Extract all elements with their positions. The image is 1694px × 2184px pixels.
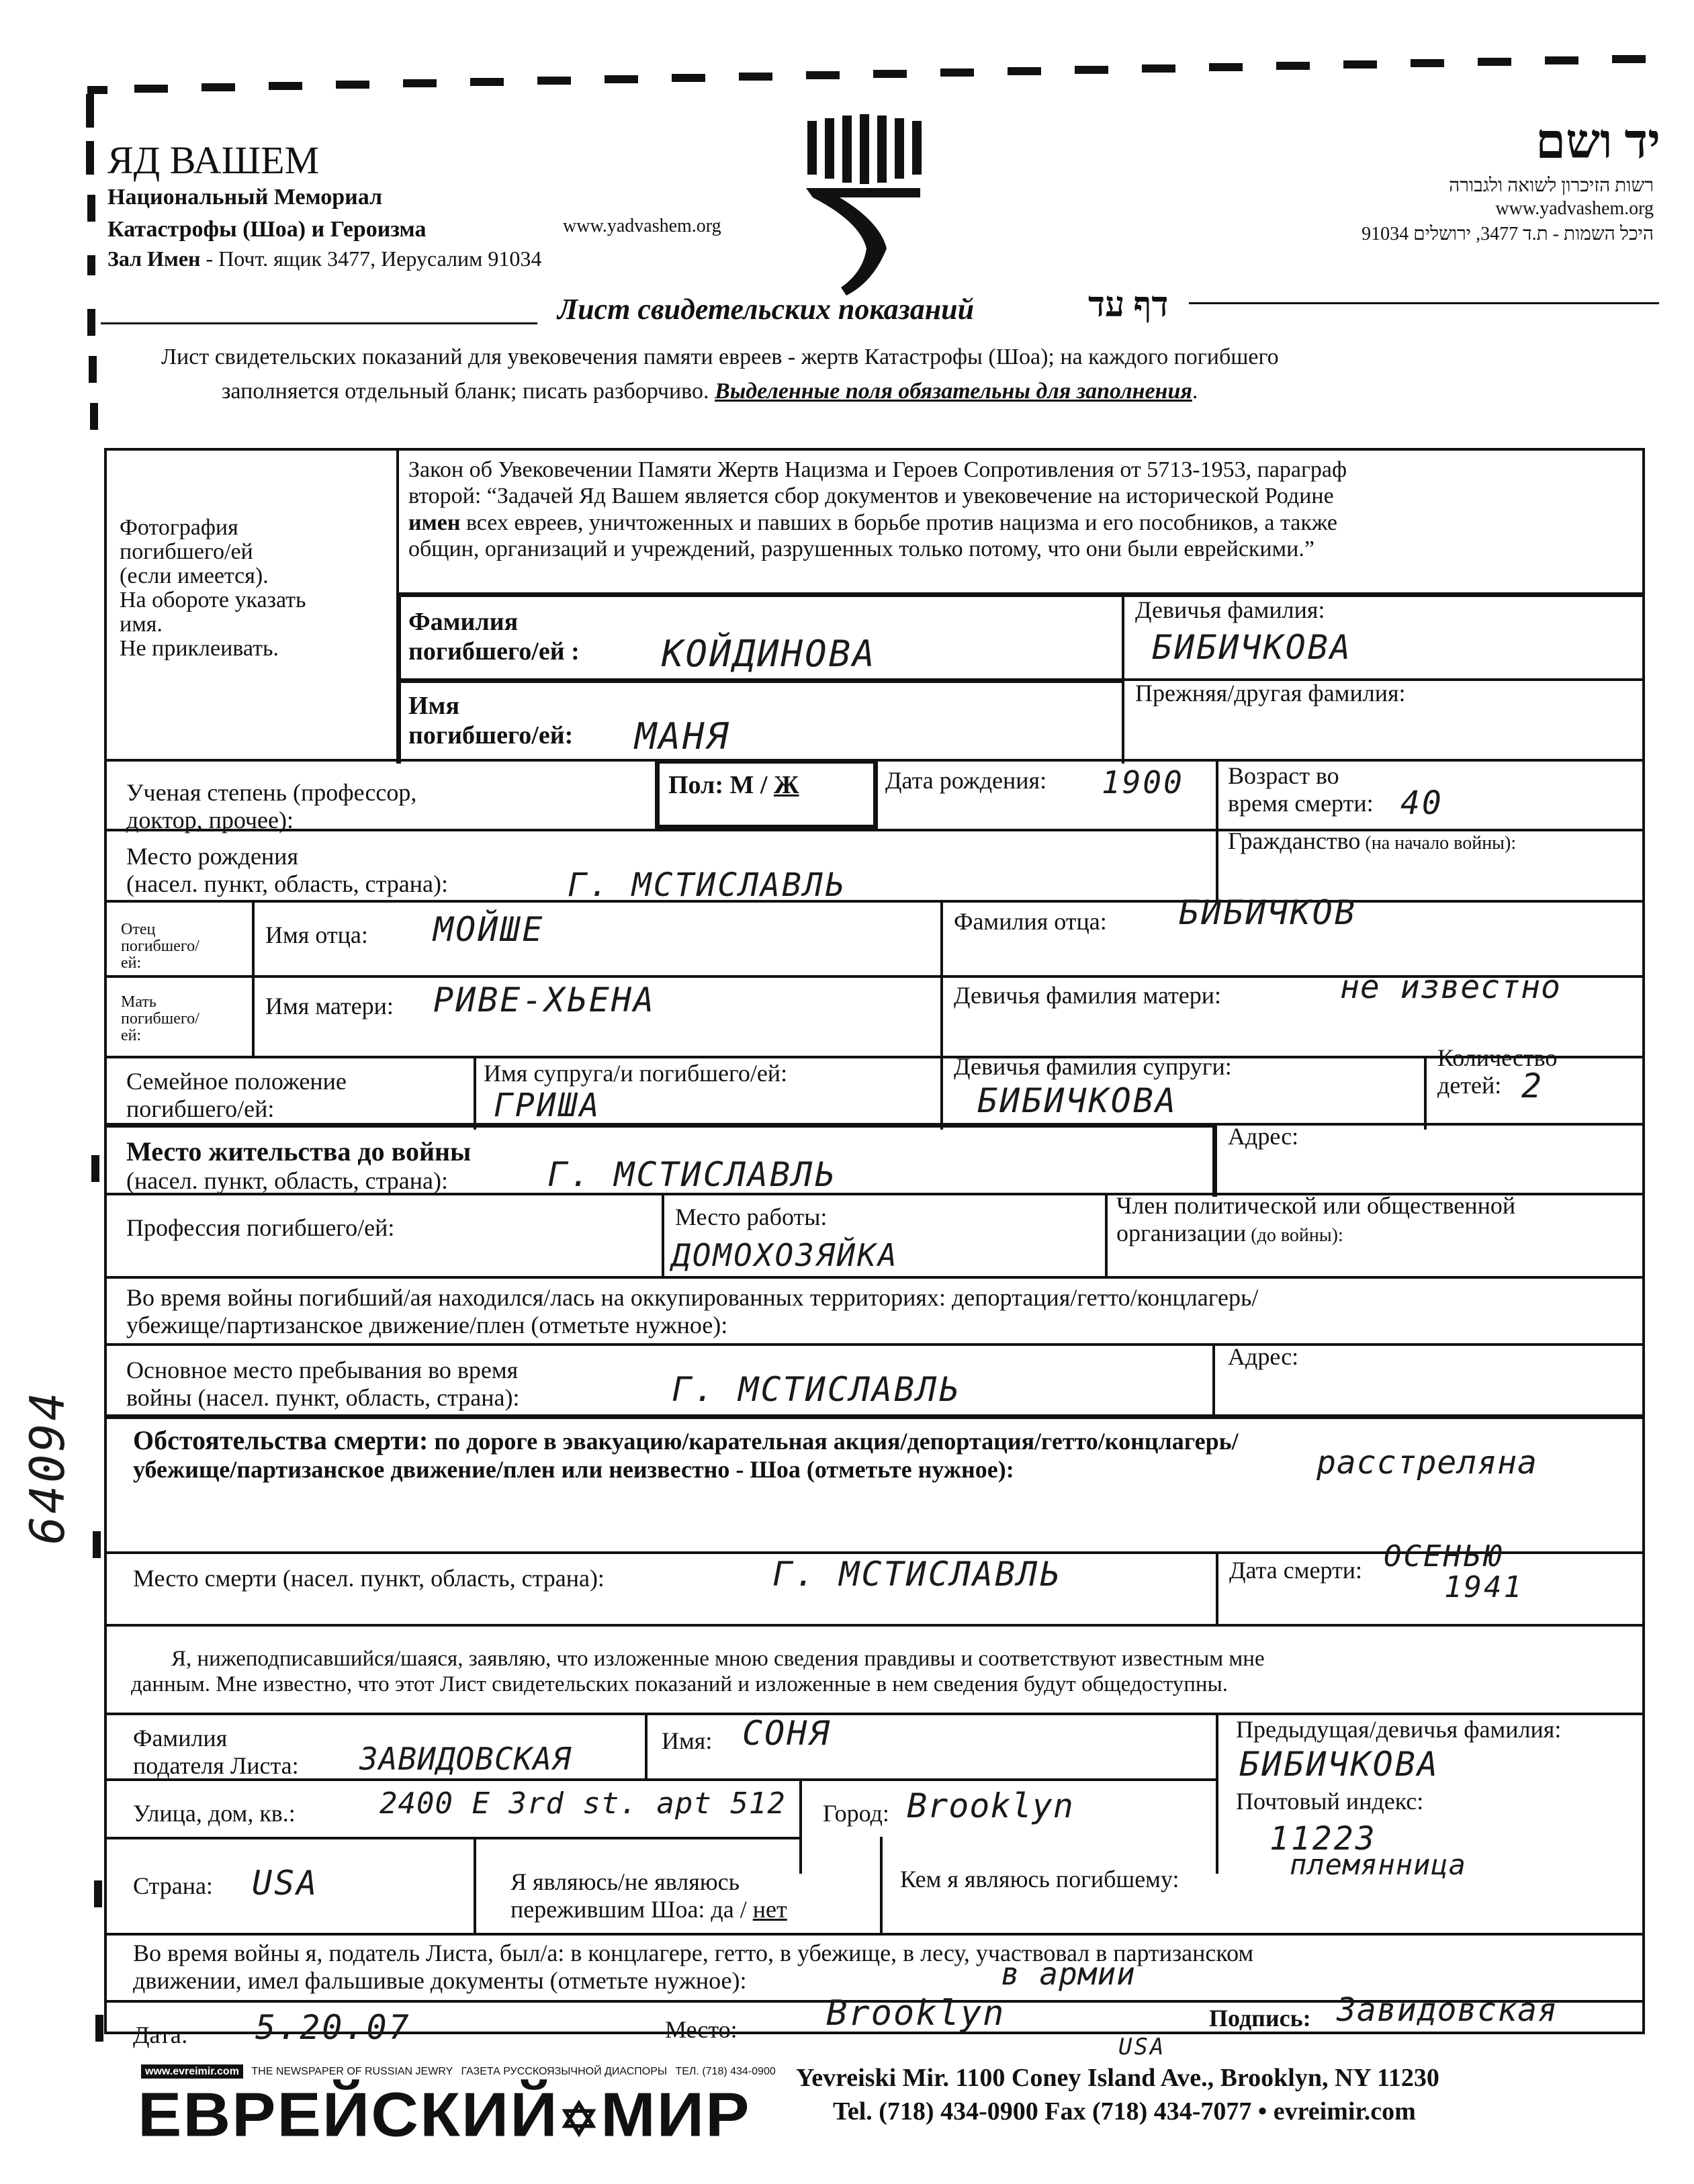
death-place-label: Место смерти (насел. пункт, область, страна): [133,1565,605,1592]
place-label: Место: [665,2016,738,2043]
photo-note-l1: Фотография [120,515,238,540]
footer-tagline [141,2066,776,2078]
side-reference-number: 64094 [20,1390,75,1545]
mother-side2: погибшего/ [121,1010,199,1028]
death-circumstances-field[interactable]: расстреляна [1317,1444,1537,1482]
death-date-field[interactable] [1384,1541,1523,1603]
photo-note-l5: имя. [120,612,163,637]
intro-line1: Лист свидетельских показаний для увековечения памяти евреев - жертв Катастрофы (Шоа); на каждого погибшего [161,345,1279,369]
victim-name-label [408,692,573,750]
mother-side-label [121,994,199,1045]
death-circ-line2: убежище/партизанское движение/плен или неизвестно - Шоа (отметьте нужное): [133,1456,1014,1483]
spouse-field[interactable]: ГРИША [494,1087,601,1124]
death-circumstances [133,1425,1239,1484]
submitter-war-line2: движении, имел фальшивые документы (отметьте нужное): [133,1967,747,1995]
victim-surname-label2: погибшего/ей : [408,637,580,666]
photo-note-l4: На обороте указать [120,588,306,613]
children-field[interactable]: 2 [1521,1066,1544,1105]
spouse-label: Имя супруга/и погибшего/ей: [484,1060,788,1087]
footer-phone: Tel. (718) 434-0900 Fax (718) 434-7077 • evreimir.com [833,2097,1416,2126]
mother-maiden-field[interactable]: не известно [1340,968,1561,1006]
father-side1: Отец [121,921,156,938]
mother-side3: ей: [121,1027,142,1045]
country-label: Страна: [133,1872,213,1899]
citizenship-label-text: Гражданство [1228,827,1361,854]
main-place-label [126,1357,520,1412]
children-label1: Количество [1437,1044,1558,1071]
degree-label [126,779,416,835]
law-line4: общин, организаций и учреждений, разрушенных только потому, что они были еврейскими.” [408,537,1314,562]
father-side3: ей: [121,954,142,972]
law-line2: второй: “Задачей Яд Вашем является сбор документов и увековечение на исторической Родине [408,484,1334,509]
sex-label [668,771,799,801]
death-circ-line1 [133,1425,1239,1456]
degree-label2: доктор, прочее): [126,807,294,834]
war-address-label: Адрес: [1228,1343,1299,1370]
declaration-line2: данным. Мне известно, что этот Лист свидетельских показаний и изложенные в нем сведения будут общедоступны. [131,1672,1229,1696]
death-place-field[interactable]: Г. МСТИСЛАВЛЬ [772,1555,1062,1594]
survivor-value[interactable]: нет [752,1896,787,1923]
residence-address-label: Адрес: [1228,1123,1299,1150]
declaration-line1: Я, нижеподписавшийся/шаяся, заявляю, что изложенные мною сведения правдивы и соответствуют известным мне [171,1647,1265,1671]
org-line3 [107,246,541,271]
father-side2: погибшего/ [121,938,199,956]
title-rule-left [101,322,537,324]
marital-label [126,1068,347,1124]
membership-label2-text: организации [1116,1220,1247,1247]
signature-field[interactable]: Завидовская [1337,1991,1558,2029]
victim-name-label2: погибшего/ей: [408,721,574,749]
org-line3-bold: Зал Имен [107,246,201,271]
residence-label1: Место жительства до войны [126,1136,472,1167]
submitter-surname-label1: Фамилия [133,1725,228,1751]
place-field[interactable]: Brooklyn [826,1993,1006,2034]
footer-tag3: ТЕЛ. (718) 434-0900 [675,2066,776,2077]
date-label: Дата: [133,2021,188,2048]
declaration-text [131,1647,1265,1698]
submitter-surname-label2: подателя Листа: [133,1752,299,1780]
submitter-name-field[interactable]: СОНЯ [742,1714,832,1753]
membership-note: (до войны): [1246,1225,1343,1246]
victim-prev-surname-label: Прежняя/другая фамилия: [1135,680,1406,707]
death-date-value2: 1941 [1444,1570,1523,1605]
dob-field[interactable]: 1900 [1102,764,1184,801]
spouse-maiden-field[interactable]: БИБИЧКОВА [977,1081,1177,1120]
main-place-label1: Основное место пребывания во время [126,1357,519,1383]
father-name-label: Имя отца: [265,921,368,948]
submitter-surname-field[interactable]: ЗАВИДОВСКАЯ [359,1741,572,1777]
children-label2: детей: [1437,1072,1502,1099]
birthplace-label2: (насел. пункт, область, страна): [126,870,449,898]
org-title: ЯД ВАШЕМ [107,138,320,182]
website: www.yadvashem.org [563,216,721,236]
father-side-label [121,921,199,972]
submitter-name-label: Имя: [662,1727,713,1754]
zip-label: Почтовый индекс: [1236,1788,1424,1815]
father-name-field[interactable]: МОЙШЕ [433,910,545,949]
law-line3-bold: имен [408,510,461,535]
marital-label2: погибшего/ей: [126,1095,275,1123]
war-line1: Во время войны погибший/ая находился/лась на оккупированных территориях: депортация/гетто/концлагерь/ [126,1284,1259,1311]
mother-maiden-label: Девичья фамилия матери: [954,982,1222,1009]
submitter-surname-label [133,1725,299,1780]
sex-label-text: Пол: М / [668,771,774,799]
age-label2: время смерти: [1228,790,1374,817]
hebrew-website: www.yadvashem.org [1495,198,1654,219]
logo-left: ЕВРЕЙСКИЙ [138,2079,559,2150]
age-label [1228,762,1374,818]
war-status-text [126,1284,1258,1340]
yad-vashem-logo [799,114,927,302]
death-date-label: Дата смерти: [1229,1557,1363,1584]
citizenship-note: (на начало войны): [1360,833,1517,854]
residence-field[interactable]: Г. МСТИСЛАВЛЬ [547,1155,837,1194]
submitter-war-field[interactable]: в армии [1001,1956,1136,1992]
membership-label1: Член политической или общественной [1116,1192,1516,1219]
intro-line2-c: . [1192,379,1198,404]
degree-label1: Ученая степень (профессор, [126,779,417,806]
signature-label: Подпись: [1209,2005,1311,2032]
footer-site: www.evreimir.com [141,2064,243,2079]
logo-right: МИР [600,2079,751,2150]
membership-label [1116,1192,1515,1248]
victim-surname-label1: Фамилия [408,608,519,636]
mother-side1: Мать [121,993,157,1011]
victim-surname-field[interactable]: КОЙДИНОВА [662,633,877,675]
star-of-david-icon: ✡ [558,2094,601,2146]
form-title: Лист свидетельских показаний [558,293,975,326]
victim-name-field[interactable]: МАНЯ [635,715,731,758]
father-surname-field[interactable]: БИБИЧКОВ [1179,893,1357,932]
workplace-field[interactable]: ДОМОХОЗЯЙКА [672,1237,899,1273]
footer-address: Yevreiski Mir. 1100 Coney Island Ave., Brooklyn, NY 11230 [796,2064,1439,2092]
evreimir-logo [138,2079,751,2150]
zip-field[interactable]: 11223 [1269,1820,1377,1858]
photo-note [120,516,306,661]
citizenship-label [1228,827,1516,855]
country-field[interactable]: USA [252,1864,319,1903]
street-label: Улица, дом, кв.: [133,1800,296,1827]
survivor-label [510,1868,787,1924]
dob-label: Дата рождения: [885,767,1047,794]
intro-mandatory-note: Выделенные поля обязательны для заполнения [715,379,1192,404]
date-field[interactable]: 5.20.07 [255,2008,411,2047]
city-label: Город: [823,1800,889,1827]
victim-surname-label [408,608,580,666]
relation-label: Кем я являюсь погибшему: [900,1866,1179,1893]
spouse-maiden-label: Девичья фамилия супруги: [954,1053,1232,1080]
form-title-hebrew: דף עד [1088,286,1169,324]
age-label1: Возраст во [1228,762,1339,789]
org-line3-rest: - Почт. ящик 3477, Иерусалим 91034 [200,246,542,271]
war-line2: убежище/партизанское движение/плен (отметьте нужное): [126,1312,728,1339]
main-place-label2: войны (насел. пункт, область, страна): [126,1384,520,1412]
survivor-label2 [510,1896,787,1923]
birthplace-field[interactable]: Г. МСТИСЛАВЛЬ [568,866,846,904]
death-circ-rest: по дороге в эвакуацию/карательная акция/депортация/гетто/концлагерь/ [428,1428,1239,1455]
birthplace-label [126,843,448,899]
photo-note-l2: погибшего/ей [120,539,253,565]
city-field[interactable]: Brooklyn [907,1786,1074,1825]
law-line3-rest: всех евреев, уничтоженных и павших в борьбе против нацизма и его пособников, а также [460,510,1337,535]
footer-tag1: THE NEWSPAPER OF RUSSIAN JEWRY [251,2066,453,2077]
org-line2: Катастрофы (Шоа) и Героизма [107,217,427,242]
marital-label1: Семейное положение [126,1068,347,1095]
residence-label2: (насел. пункт, область, страна): [126,1167,449,1194]
place-field-country: USA [1118,2034,1166,2060]
org-line1: Национальный Мемориал [107,185,383,210]
hebrew-line1: רשות הזיכרון לשואה ולגבורה [1449,175,1654,196]
victim-maiden-field[interactable]: БИБИЧКОВА [1152,628,1352,667]
submitter-prev-label: Предыдущая/девичья фамилия: [1236,1716,1562,1743]
survivor-label2-text: пережившим Шоа: да / [510,1896,753,1923]
street-field[interactable]: 2400 E 3rd st. apt 512 [380,1786,786,1821]
death-date-value1: ОСЕНЬЮ [1384,1539,1503,1574]
mother-name-label: Имя матери: [265,993,394,1019]
age-field[interactable]: 40 [1400,784,1443,822]
victim-maiden-label: Девичья фамилия: [1135,596,1325,623]
photo-note-l3: (если имеется). [120,563,269,589]
mother-name-field[interactable]: РИВЕ-ХЬЕНА [433,981,656,1019]
submitter-prev-field[interactable]: БИБИЧКОВА [1239,1745,1439,1784]
workplace-label: Место работы: [675,1203,828,1230]
footer-tag2: ГАЗЕТА РУССКОЯЗЫЧНОЙ ДИАСПОРЫ [461,2066,668,2077]
victim-name-label1: Имя [408,692,459,720]
submitter-war-line1: Во время войны я, податель Листа, был/а: в концлагере, гетто, в убежище, в лесу, участвовал в партизанском [133,1940,1254,1966]
profession-label: Профессия погибшего/ей: [126,1214,395,1241]
membership-label2 [1116,1220,1515,1247]
main-place-field[interactable]: Г. МСТИСЛАВЛЬ [672,1370,961,1409]
hebrew-title: יד ושם [1535,115,1660,169]
hebrew-line3: היכל השמות - ת.ד 3477, ירושלים 91034 [1362,224,1654,244]
relation-field[interactable]: племянница [1290,1848,1466,1881]
father-surname-label: Фамилия отца: [954,908,1107,935]
photo-note-l6: Не приклеивать. [120,636,279,662]
law-text [408,457,1347,563]
intro-line2 [222,378,1198,404]
law-line3 [408,510,1347,536]
intro-line2-a: заполняется отдельный бланк; писать разборчиво. [222,379,715,404]
death-circ-bold: Обстоятельства смерти: [133,1425,429,1455]
sex-value[interactable]: Ж [773,771,799,799]
residence-label [126,1136,471,1195]
law-line1: Закон об Увековечении Памяти Жертв Нацизма и Героев Сопротивления от 5713-1953, параграф [408,457,1347,482]
survivor-label1: Я являюсь/не являюсь [510,1868,740,1895]
title-rule-right [1189,302,1659,304]
birthplace-label1: Место рождения [126,843,299,870]
